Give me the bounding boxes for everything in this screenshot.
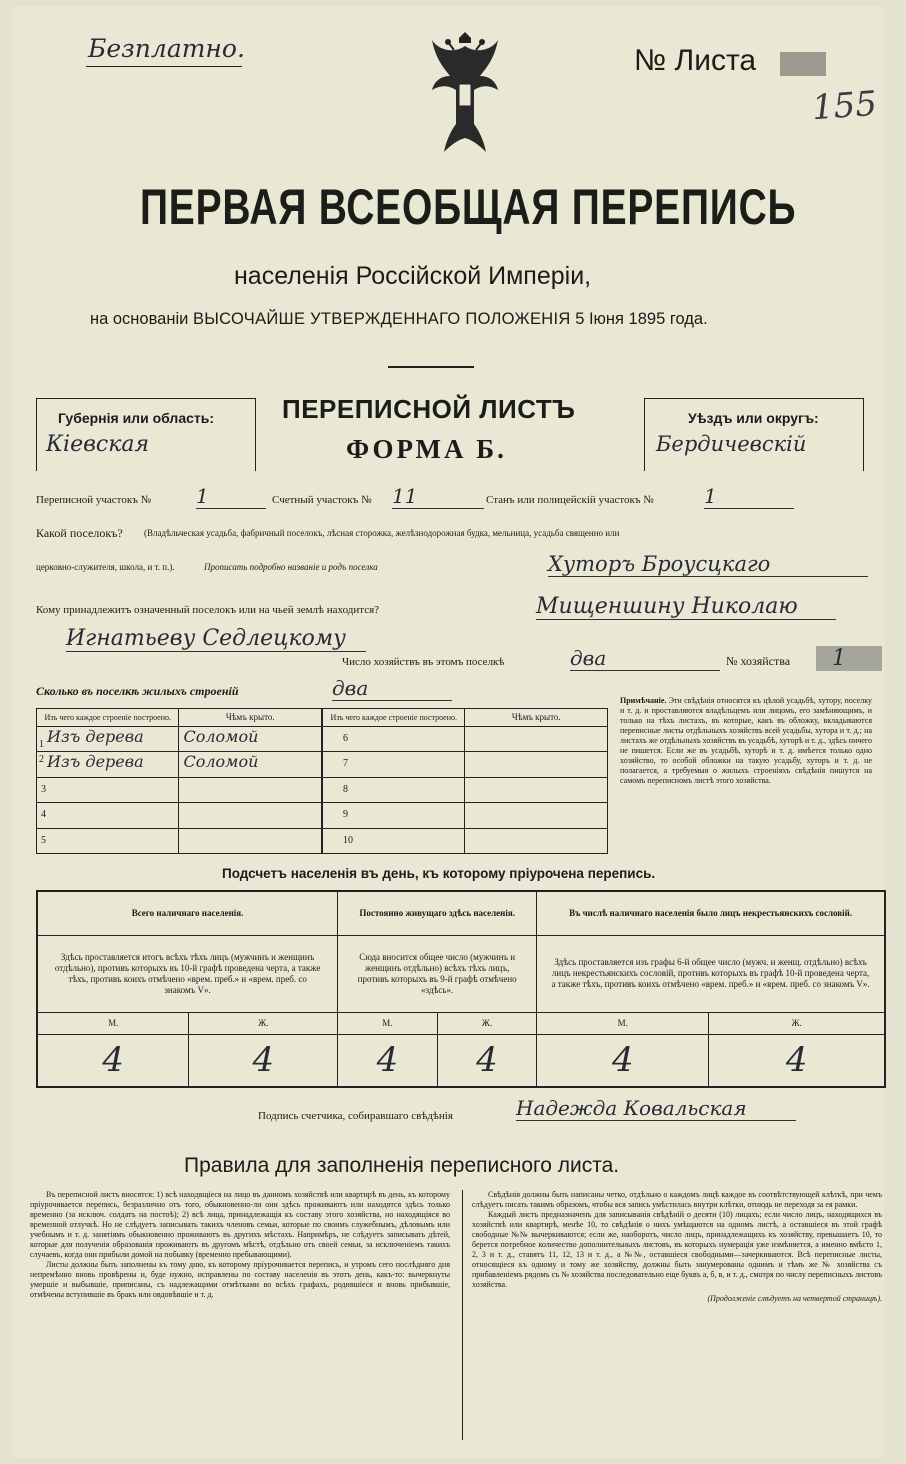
rules-right-column bbox=[472, 1190, 882, 1304]
row-number: 1 bbox=[39, 739, 44, 750]
settlement-hint: (Владѣльческая усадьба, фабричный поселокъ, лѣсная сторожка, желѣзнодорожная будка, мельница, усадьба священно или bbox=[144, 528, 620, 538]
male-header: М. bbox=[537, 1012, 709, 1034]
owner-label: Кому принадлежитъ означенный поселокъ или на чьей землѣ находится? bbox=[36, 604, 380, 616]
male-header: М. bbox=[338, 1012, 438, 1034]
population-value[interactable]: 4 bbox=[709, 1034, 885, 1087]
population-value[interactable]: 4 bbox=[537, 1034, 709, 1087]
rules-divider bbox=[462, 1190, 463, 1440]
settlement-label: Какой поселокъ? bbox=[36, 526, 123, 540]
buildings-header-material: Изъ чего каждое строеніе построено. bbox=[37, 709, 179, 727]
population-col1-text: Здѣсь проставляется итогъ всѣхъ тѣхъ лицъ (мужчинъ и женщинъ отдѣльно), противъ которыхъ въ 10-й графѣ проведена черта, а также тѣхъ, противъ коихъ отмѣчено «врем. преб.» и «врем. преб. со знакомъ V». bbox=[37, 935, 338, 1012]
building-roof-cell[interactable] bbox=[465, 727, 608, 752]
form-title: ПЕРЕПИСНОЙ ЛИСТЪ bbox=[282, 394, 576, 424]
building-material: Изъ дерева bbox=[47, 727, 144, 746]
household-no-value[interactable]: 1 bbox=[816, 646, 882, 671]
female-header: Ж. bbox=[437, 1012, 537, 1034]
building-material-cell[interactable] bbox=[322, 777, 465, 802]
population-value[interactable]: 4 bbox=[37, 1034, 189, 1087]
divider bbox=[388, 366, 474, 368]
building-material-cell[interactable] bbox=[322, 727, 465, 752]
population-col3-title: Въ числѣ наличнаго населенія было лицъ некрестьянскихъ сословій. bbox=[537, 891, 885, 935]
buildings-label: Сколько въ поселкѣ жилыхъ строеній bbox=[36, 684, 239, 698]
rules-right-p2: Каждый листъ предназначенъ для записыванія свѣдѣній о десяти (10) лицахъ; если число лицъ, находящихся въ хозяйствѣ или квартирѣ, менѣе 10, то свѣдѣнія о нихъ умѣщаются на одномъ листѣ, а оставшіеся въ этой графѣ свободные №№ вычеркиваются; если же, наоборотъ, число лицъ, принадлежащихъ къ хозяйству, превышаетъ 10, то берется потребное количество дополнительныхъ листовъ, въ которыхъ нумерація уже измѣняется, а именно вмѣсто 1, 2, 3 и т. д., ставятъ 11, 12, 13 и т. д., а №№, оставшіеся свободными—зачеркиваются. Всѣ переписные листы, относящіеся къ одному и тому же хозяйству, должны быть занумерованы однимъ и тѣмъ же № хозяйства съ прибавленіемъ рядомъ съ № хозяйства последовательно еще буквъ а, б, в, и т. д., смотря по числу переписныхъ листовъ хозяйства. bbox=[472, 1210, 882, 1289]
buildings-header-roof: Чѣмъ крыто. bbox=[465, 709, 608, 727]
row-number: 4 bbox=[41, 809, 46, 821]
population-value[interactable]: 4 bbox=[189, 1034, 338, 1087]
rules-right-p1: Свѣдѣнія должны быть написаны четко, отдѣльно о каждомъ лицѣ каждое въ соотвѣтствующей клѣткѣ, при чемъ слѣдуетъ писать такимъ образомъ, чтобы вся запись умѣстилась внутри клѣтки, отнюдь не переходя за ея рамки. bbox=[472, 1190, 882, 1209]
signature-label: Подпись счетчика, собиравшаго свѣдѣнія bbox=[258, 1110, 453, 1122]
table-row bbox=[37, 727, 608, 752]
note-block bbox=[620, 696, 872, 786]
settlement-hint-2: церковно-служителя, школа, и т. п.). bbox=[36, 562, 175, 572]
population-col2-text: Сюда вносится общее число (мужчинъ и женщинъ отдѣльно) всѣхъ тѣхъ лицъ, противъ которыхъ въ 9-й графѣ отмѣчено «здѣсь». bbox=[338, 935, 537, 1012]
building-material: Изъ дерева bbox=[47, 752, 144, 772]
female-header: Ж. bbox=[189, 1012, 338, 1034]
table-row bbox=[37, 803, 608, 828]
note-label: Примѣчаніе. bbox=[620, 696, 667, 705]
sheet-no-label: № Листа bbox=[634, 44, 757, 77]
row-number: 8 bbox=[342, 783, 348, 795]
settlement-value[interactable]: Хуторъ Броусцкаго bbox=[548, 552, 868, 577]
counting-district-label: Счетный участокъ № bbox=[272, 494, 372, 506]
note-text: Эти свѣдѣнія относятся къ цѣлой усадьбѣ, хутору, поселку и т. д. и проставляются владѣльцемъ или лицомъ, его замѣняющимъ, и только на тѣхъ листахъ, въ которые, какъ въ обложку, вкладываются переписные листы отдѣльныхъ хозяйствъ всей усадьбы, хутора и т. д.; на листахъ же отдѣльныхъ хозяйствъ въ усадьбѣ, хуторѣ и т. д., здѣсь ничего не пишется. Если же въ усадьбѣ, хуторѣ и т. д. имѣется только одно хозяйство, то особой обложки на такую усадьбу, хуторъ и т. д. не полагается, а требуемыя о жилыхъ строеніяхъ свѣдѣнія пишутся на самомъ переписномъ листѣ этого хозяйства. bbox=[620, 696, 873, 785]
building-roof-cell[interactable] bbox=[465, 777, 608, 802]
row-number: 9 bbox=[342, 809, 348, 821]
buildings-header-material: Изъ чего каждое строеніе построено. bbox=[322, 709, 465, 727]
settlement-instruction: Прописать подробно названіе и родъ поселка bbox=[204, 562, 378, 572]
building-roof: Соломой bbox=[183, 727, 259, 746]
building-material-cell[interactable] bbox=[37, 752, 179, 777]
basis-pre: на основаніи bbox=[90, 310, 189, 328]
station-label: Станъ или полицейскій участокъ № bbox=[486, 494, 654, 506]
basis-date: 5 Іюня 1895 года. bbox=[575, 310, 708, 328]
station-value[interactable]: 1 bbox=[704, 484, 794, 509]
sheet-no-box bbox=[780, 52, 826, 76]
population-heading: Подсчетъ населенія въ день, къ которому пріурочена перепись. bbox=[222, 866, 656, 881]
owner-value-2[interactable]: Игнатьеву Седлецкому bbox=[66, 626, 366, 652]
row-number: 10 bbox=[342, 834, 353, 846]
male-header: М. bbox=[37, 1012, 189, 1034]
signature-value[interactable]: Надежда Ковальская bbox=[516, 1096, 796, 1121]
female-header: Ж. bbox=[709, 1012, 885, 1034]
row-number: 5 bbox=[41, 834, 46, 846]
building-material-cell[interactable] bbox=[322, 752, 465, 777]
building-roof-cell[interactable] bbox=[179, 777, 322, 802]
population-table bbox=[36, 890, 886, 1088]
province-label: Губернія или область: bbox=[58, 410, 215, 426]
province-value: Кіевская bbox=[46, 432, 150, 457]
buildings-header-roof: Чѣмъ крыто. bbox=[179, 709, 322, 727]
basis-line bbox=[90, 310, 708, 329]
building-roof-cell[interactable] bbox=[465, 752, 608, 777]
free-label: Безплатно. bbox=[88, 34, 245, 63]
form-letter: ФОРМА Б. bbox=[346, 434, 507, 464]
double-headed-eagle-icon bbox=[426, 24, 504, 164]
row-number: 3 bbox=[41, 783, 46, 795]
rules-left-column bbox=[30, 1190, 450, 1300]
building-material-cell[interactable] bbox=[37, 803, 179, 828]
page-title: ПЕРВАЯ ВСЕОБЩАЯ ПЕРЕПИСЬ bbox=[140, 179, 797, 235]
basis-caps: ВЫСОЧАЙШЕ УТВЕРЖДЕННАГО ПОЛОЖЕНІЯ bbox=[192, 310, 571, 328]
census-district-value[interactable]: 1 bbox=[196, 484, 266, 509]
district-label: Уѣздъ или округъ: bbox=[688, 410, 819, 426]
table-row bbox=[37, 777, 608, 802]
building-material-cell[interactable] bbox=[37, 828, 179, 853]
population-col2-title: Постоянно живущаго здѣсь населенія. bbox=[338, 891, 537, 935]
rules-heading: Правила для заполненія переписного листа. bbox=[184, 1154, 620, 1177]
population-value[interactable]: 4 bbox=[338, 1034, 438, 1087]
table-row bbox=[37, 828, 608, 853]
building-roof-cell[interactable] bbox=[465, 828, 608, 853]
rules-continued: (Продолженіе слѣдуетъ на четвертой страницѣ). bbox=[707, 1294, 882, 1303]
census-district-label: Переписной участокъ № bbox=[36, 494, 152, 506]
buildings-table bbox=[36, 708, 608, 854]
row-number: 2 bbox=[39, 754, 44, 766]
page-number: 155 bbox=[810, 83, 879, 129]
owner-value-1[interactable]: Мищеншину Николаю bbox=[536, 594, 836, 620]
building-material-cell[interactable] bbox=[322, 803, 465, 828]
free-underline bbox=[86, 66, 242, 67]
building-roof-cell[interactable] bbox=[179, 828, 322, 853]
row-number: 6 bbox=[342, 733, 348, 744]
census-sheet bbox=[12, 6, 884, 1458]
row-number: 7 bbox=[342, 758, 348, 770]
household-no-label: № хозяйства bbox=[726, 654, 791, 668]
building-material-cell[interactable] bbox=[322, 828, 465, 853]
building-roof-cell[interactable] bbox=[179, 803, 322, 828]
building-material-cell[interactable] bbox=[37, 777, 179, 802]
building-material-cell[interactable] bbox=[37, 727, 179, 752]
signature-row bbox=[258, 1106, 453, 1124]
counting-district-value[interactable]: 11 bbox=[392, 484, 484, 509]
building-roof-cell[interactable] bbox=[179, 752, 322, 777]
population-col1-title: Всего наличнаго населенія. bbox=[37, 891, 338, 935]
households-label: Число хозяйствъ въ этомъ поселкѣ bbox=[342, 656, 505, 668]
rules-left-p2: Листы должны быть заполнены къ тому дню, къ которому пріурочивается перепись, и утромъ сего послѣдняго дня непремѣнно вновь провѣрены и, буде нужно, исправлены по составу населенія въ этотъ день, какъ-то: вычеркнуты умершіе и выбывшіе, приписаны, съ надлежащими отмѣтками во всѣхъ графахъ, родившіеся и вновь прибывшіе, отмѣчены вступившіе въ бракъ или овдовѣвшіе и т. д. bbox=[30, 1260, 450, 1299]
building-roof: Соломой bbox=[183, 752, 259, 772]
page-subtitle: населенія Россійской Имперіи, bbox=[234, 262, 592, 290]
building-roof-cell[interactable] bbox=[179, 727, 322, 752]
population-col3-text: Здѣсь проставляется изъ графы 6-й общее число (мужч. и женщ. отдѣльно) всѣхъ лицъ некрестьянскихъ сословій, противъ которыхъ въ графѣ 10-й проведена черта, а также тѣхъ, противъ коихъ отмѣчено «врем. преб.» и «врем. преб. со знакомъ V». bbox=[537, 935, 885, 1012]
rules-left-p1: Въ переписной листъ вносятся: 1) всѣ находящіеся на лицо въ данномъ хозяйствѣ или квартирѣ въ день, къ которому пріурочивается перепись, безразлично отъ того, обыкновенно-ли они здѣсь проживаютъ или находятся здѣсь только временно (за исключ. солдатъ на постоѣ); 2) всѣ лица, принадлежащія къ составу этого хозяйства, но находящіяся во временной отлучкѣ. Но не слѣдуетъ записывать такихъ членовъ семьи, которые по своимъ служебнымъ, дѣловымъ или учебнымъ и т. д. занятіямъ обыкновенно проживаютъ въ другихъ мѣстахъ. Напримѣръ, не слѣдуетъ записывать дѣтей, которые для полученія образованія проживаютъ въ другомъ мѣстѣ, отдѣльно отъ своей семьи, за исключеніемъ такихъ случаевъ, когда они прибыли домой на побывку (временно пребывающими). bbox=[30, 1190, 450, 1259]
buildings-value[interactable]: два bbox=[332, 676, 452, 701]
table-row bbox=[37, 752, 608, 777]
district-value: Бердичевскій bbox=[656, 432, 807, 456]
households-value[interactable]: два bbox=[570, 646, 720, 671]
building-roof-cell[interactable] bbox=[465, 803, 608, 828]
population-value[interactable]: 4 bbox=[437, 1034, 537, 1087]
